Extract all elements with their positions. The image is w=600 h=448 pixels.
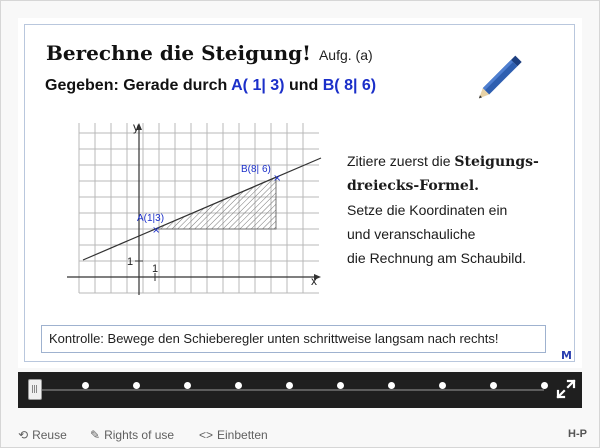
slider-step-dot[interactable] — [184, 382, 191, 389]
code-icon: <> — [199, 428, 214, 442]
slide-card — [24, 24, 575, 362]
pencil-icon — [473, 43, 535, 105]
slider-track[interactable] — [34, 389, 544, 391]
footer — [1, 423, 599, 447]
instructions — [347, 149, 569, 270]
h5p-logo[interactable]: H-P — [568, 428, 587, 440]
point-a-marker: × — [152, 225, 161, 236]
slider-step-dot[interactable] — [337, 382, 344, 389]
instruction-line-5: die Rechnung am Schaubild. — [347, 250, 527, 266]
slide-area — [18, 18, 582, 368]
point-b-label: B(8| 6) — [241, 164, 271, 175]
x-tick-label: 1 — [152, 263, 159, 275]
task-tag: Aufg. (a) — [318, 47, 373, 63]
slider-step-dot[interactable] — [133, 382, 140, 389]
point-b-marker: × — [273, 173, 282, 184]
instruction-text: Zitiere zuerst die — [347, 153, 455, 169]
graph-grid — [79, 123, 319, 293]
slider-step-dot[interactable] — [439, 382, 446, 389]
instruction-emphasis: Steigungs- — [454, 154, 539, 170]
x-axis-label: x — [311, 274, 317, 288]
given-line — [45, 77, 376, 95]
slider-step-dot[interactable] — [235, 382, 242, 389]
slider-step-dot[interactable] — [286, 382, 293, 389]
slider-step-dot[interactable] — [388, 382, 395, 389]
slider-handle-icon[interactable] — [28, 379, 42, 400]
slider-step-dot[interactable] — [82, 382, 89, 389]
fullscreen-icon[interactable] — [555, 378, 577, 400]
instruction-line-4: und veranschauliche — [347, 226, 476, 242]
control-hint-box: Kontrolle: Bewege den Schieberegler unten schrittweise langsam nach rechts! — [41, 325, 546, 353]
copyright-icon: ✎ — [90, 428, 101, 442]
reuse-icon: ⟲ — [18, 428, 29, 442]
instruction-line-3: Setze die Koordinaten ein — [347, 202, 508, 218]
title-row — [46, 41, 373, 71]
y-axis-label: y — [133, 120, 139, 134]
slope-graph — [63, 117, 323, 299]
given-prefix: Gegeben: Gerade durch — [45, 77, 228, 94]
slider-step-dot[interactable] — [541, 382, 548, 389]
rights-of-use-button[interactable] — [90, 428, 174, 442]
given-point-a: A( 1| 3) — [231, 77, 285, 94]
point-a-label: A(1|3) — [137, 213, 165, 224]
rights-label: Rights of use — [104, 428, 175, 442]
y-tick-label: 1 — [127, 256, 134, 268]
instruction-line-2: dreiecks-Formel. — [347, 178, 480, 194]
instruction-line-1 — [347, 149, 569, 174]
given-point-b: B( 8| 6) — [322, 77, 377, 94]
slider-control-bar — [18, 372, 582, 408]
reuse-button[interactable] — [18, 428, 67, 442]
reuse-label: Reuse — [32, 428, 67, 442]
author-logo: M — [561, 349, 572, 362]
embed-button[interactable] — [199, 428, 268, 442]
slider-step-dot[interactable] — [490, 382, 497, 389]
embed-label: Einbetten — [217, 428, 268, 442]
given-connector: und — [288, 77, 319, 94]
slide-title: Berechne die Steigung! — [46, 41, 311, 65]
